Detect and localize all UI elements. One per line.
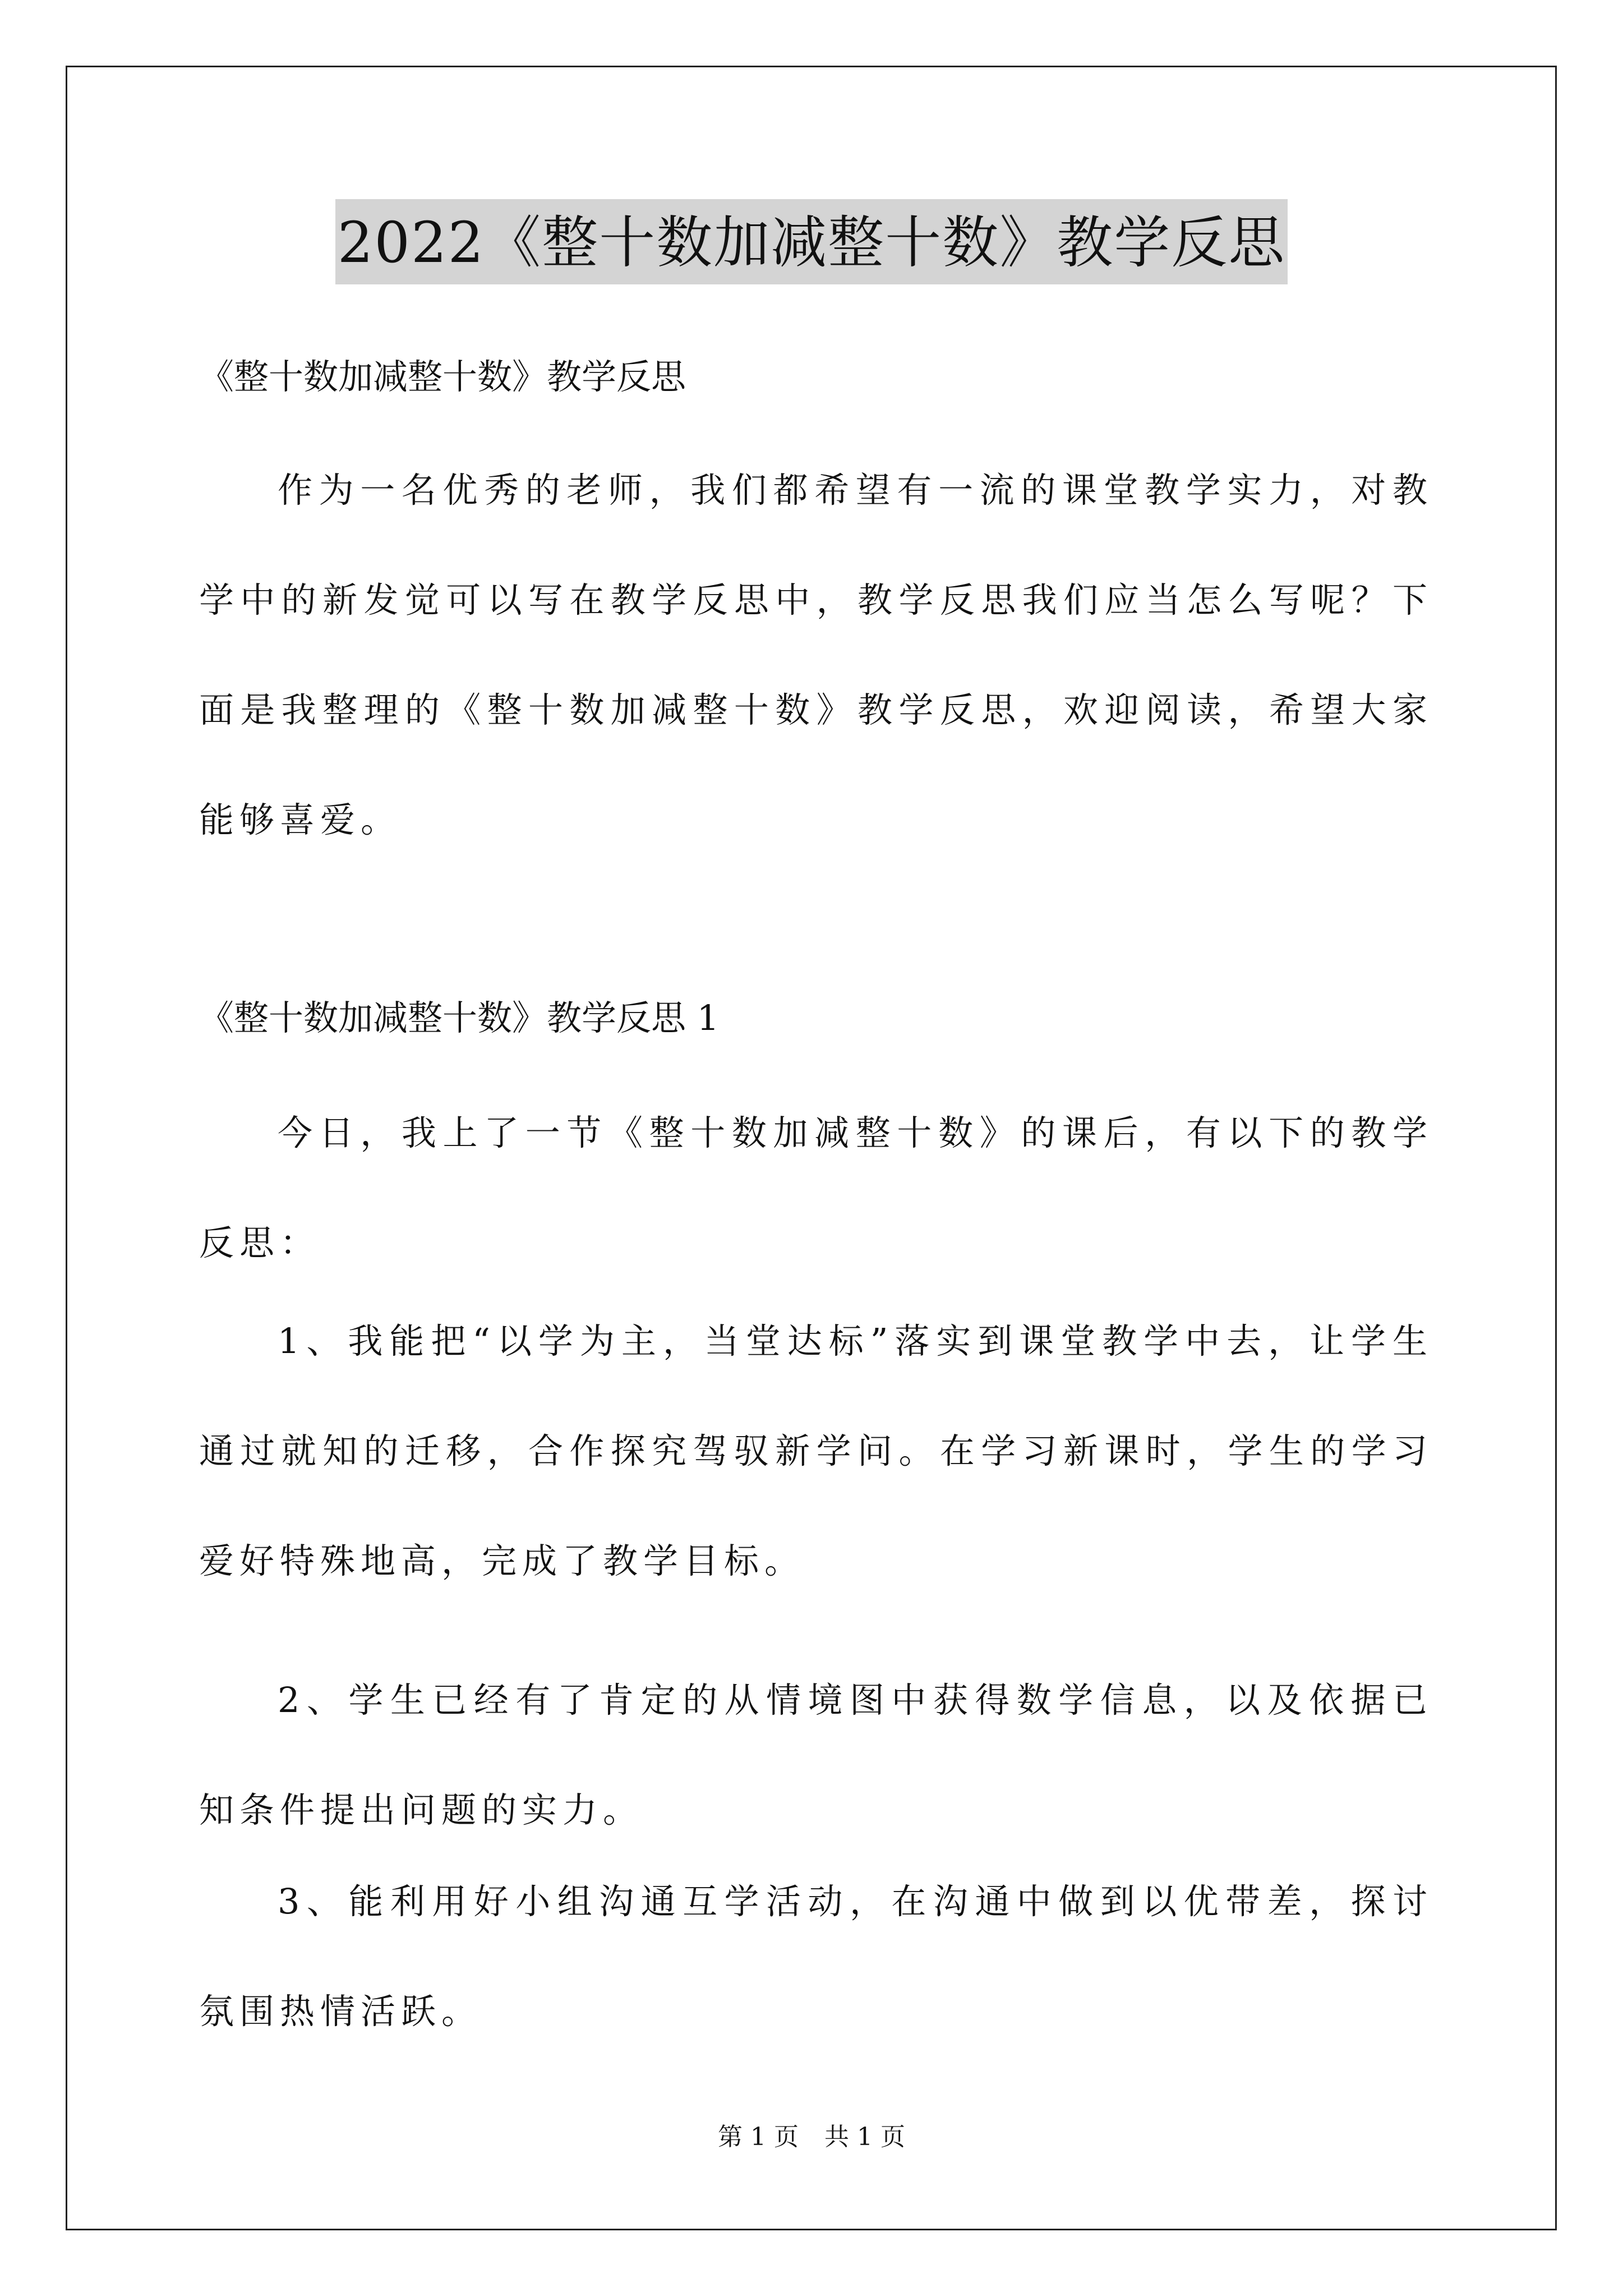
intro-paragraph: 作为一名优秀的老师，我们都希望有一流的课堂教学实力，对教学中的新发觉可以写在教学反思中，教学反思我们应当怎么写呢？下面是我整理的《整十数加减整十数》教学反思，欢迎阅读，希望大家能够喜爱。: [199, 470, 1433, 840]
paragraph-1: 今日，我上了一节《整十数加减整十数》的课后，有以下的教学反思：: [199, 1112, 1433, 1263]
page-footer: [0, 2122, 1623, 2153]
intro-heading: 《整十数加减整十数》教学反思: [199, 356, 686, 397]
page-total: 共 1 页: [824, 2123, 905, 2151]
paragraph-2: 1、我能把“以学为主，当堂达标”落实到课堂教学中去，让学生通过就知的迁移，合作探究驾驭新学问。在学习新课时，学生的学习爱好特殊地高，完成了教学目标。: [199, 1320, 1433, 1581]
paragraph-3: 2、学生已经有了肯定的从情境图中获得数学信息，以及依据已知条件提出问题的实力。: [199, 1680, 1433, 1830]
title-container: [0, 199, 1623, 284]
document-title: 2022《整十数加减整十数》教学反思: [335, 199, 1288, 284]
section-heading: 《整十数加减整十数》教学反思 1: [199, 997, 720, 1038]
page-number: 第 1 页: [718, 2123, 799, 2151]
paragraph-4: 3、能利用好小组沟通互学活动，在沟通中做到以优带差，探讨氛围热情活跃。: [199, 1881, 1433, 2032]
